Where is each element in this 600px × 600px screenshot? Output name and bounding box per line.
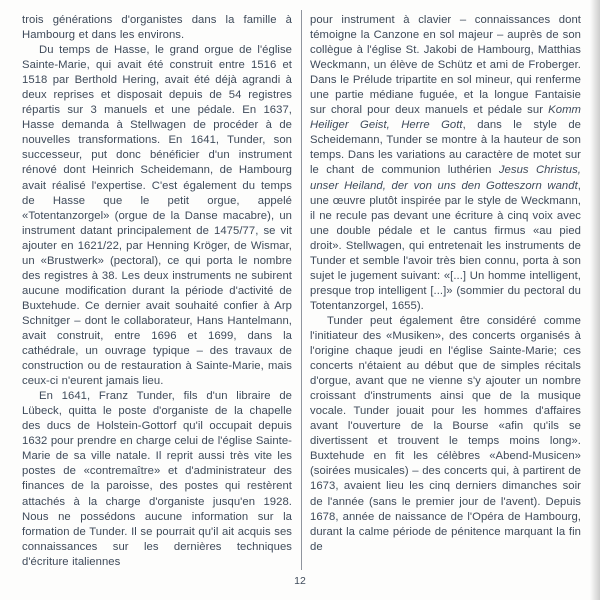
text-run: Jesus Christus, unser Heiland, der von uns den Gotteszorn wandt	[310, 164, 581, 192]
text-run: pour instrument à clavier – connaissances dont témoigne la Canzone en sol majeur – auprès de son collègue à l'église St. Jakobi de Hambourg, Matthias Weckmann, un élève de Schütz et ami de Froberger. Dans le Prélude tripartite en sol mineur, qui renferme une partie médiane fuguée, et la longue Fantaisie sur choral pour deux manuels et pédale sur	[310, 14, 581, 117]
text-run: Tunder peut également être considéré comme l'initiateur des «Musiken», des concerts organisés à l'origine chaque jeudi en l'église Sainte-Marie; ces concerts n'étaient au début que de simples récitals d'orgue, avant que ne vienne s'y ajouter un nombre croissant d'instruments ainsi que de la musique vocale. Tunder jouait pour les hommes d'affaires avant l'ouverture de la Bourse «afin qu'ils se divertissent et trouvent le temps moins long». Buxtehude en fit les célèbres «Abend-Musicen» (soirées musicales) – des concerts qui, à partirent de 1673, avaient lieu les cinq derniers dimanches soir de l'année (sans le premier jour de l'avent). Depuis 1678, année de naissance de l'Opéra de Hambourg, durant la calme période de pénitence marquant la fin de	[310, 314, 581, 553]
text-run: , une œuvre plutôt inspirée par le style de Weckmann, il ne recule pas devant une écriture à cinq voix avec une double pédale et le cantus firmus «au pied droit». Stellwagen, qui entretenait les instruments de Tunder et semble l'avoir très bien connu, porta à son sujet le jugement suivant: «[...] Un homme intelligent, presque trop intelligent [...]» (sommier du pectoral du Totentanzorgel, 1655).	[310, 179, 581, 312]
text-run: trois générations d'organistes dans la famille à Hambourg et dans les environs.	[22, 14, 292, 42]
paragraph	[22, 43, 292, 389]
text-run: , dans le style de Scheidemann, Tunder se montre à la hauteur de son temps. Dans les variations au caractère de motet sur le chant de communion luthérien	[310, 119, 581, 177]
text-column-right	[310, 13, 581, 555]
page-edge-shadow	[590, 0, 600, 600]
paragraph	[22, 389, 292, 570]
paragraph	[310, 314, 581, 555]
column-divider	[301, 10, 302, 570]
paragraph	[310, 13, 581, 314]
text-run: Du temps de Hasse, le grand orgue de l'église Sainte-Marie, qui avait été construit entre 1516 et 1518 par Berthold Hering, avait été déjà agrandi à deux reprises et disposait depuis de 54 registres répartis sur 3 manuels et une pédale. En 1637, Hasse demanda à Stellwagen de procéder à de nouvelles transformations. En 1641, Tunder, son successeur, put donc bénéficier d'un instrument rénové dont Heinrich Scheidemann, de Hambourg avait réalisé l'expertise. C'est également du temps de Hasse que le petit orgue, appelé «Totentanzorgel» (orgue de la Danse macabre), un instrument datant principalement de 1475/77, se vit ajouter en 1621/22, par Henning Kröger, de Wismar, un «Brustwerk» (pectoral), ce qui porta le nombre des registres à 38. Les deux instruments ne subirent aucune modification durant la période d'activité de Buxtehude. Ce dernier avait souhaité confier à Arp Schnitger – dont le collaborateur, Hans Hantelmann, avait construit, entre 1696 et 1699, dans la cathédrale, un ouvrage typique – des travaux de construction ou de restauration à Sainte-Marie, mais ceux-ci n'eurent jamais lieu.	[22, 44, 292, 388]
paragraph	[22, 13, 292, 43]
text-column-left	[22, 13, 292, 570]
text-run: Komm Heiliger Geist, Herre Gott	[310, 104, 581, 132]
text-run: En 1641, Franz Tunder, fils d'un libraire de Lübeck, quitta le poste d'organiste de la chapelle des ducs de Holstein-Gottorf qu'il occupait depuis 1632 pour prendre en charge celui de l'église Sainte-Marie de sa ville natale. Il reprit aussi très vite les postes de «contremaître» et d'administrateur des finances de la paroisse, des postes qui restèrent attachés à la charge d'organiste jusqu'en 1928. Nous ne possédons aucune information sur la formation de Tunder. Il se pourrait qu'il ait acquis ses connaissances sur les dernières techniques d'écriture italiennes	[22, 390, 292, 568]
page-number: 12	[294, 575, 306, 587]
